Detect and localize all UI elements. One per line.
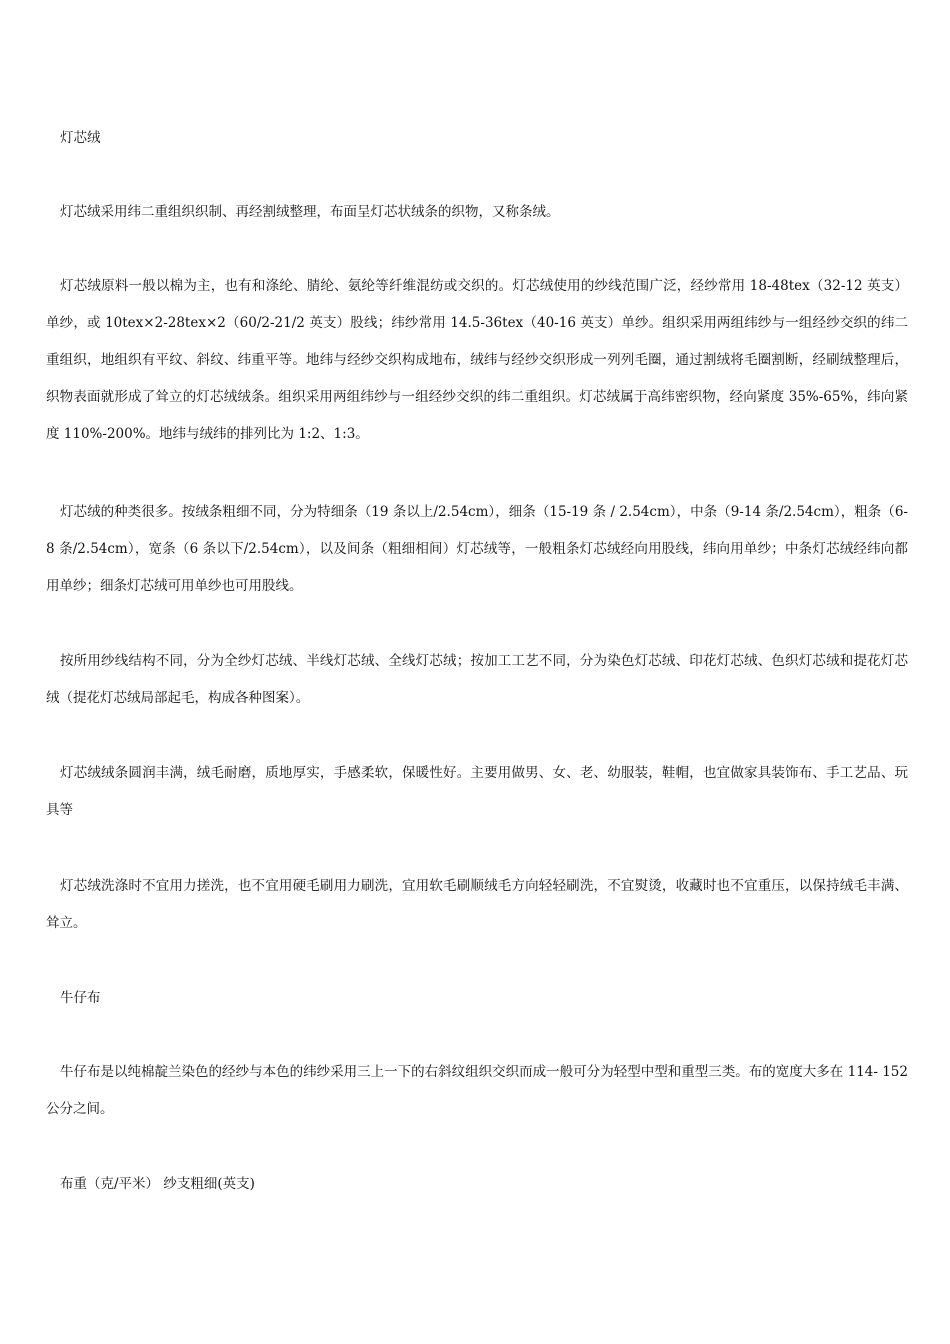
paragraph-corduroy-properties: 灯芯绒绒条圆润丰满，绒毛耐磨，质地厚实，手感柔软，保暖性好。主要用做男、女、老、幼服装，鞋帽，也宜做家具装饰布、手工艺品、玩具等 bbox=[46, 765, 908, 818]
paragraph-corduroy-yarn-structure: 按所用纱线结构不同，分为全纱灯芯绒、半线灯芯绒、全线灯芯绒；按加工工艺不同，分为染色灯芯绒、印花灯芯绒、色织灯芯绒和提花灯芯绒（提花灯芯绒局部起毛，构成各种图案）。 bbox=[46, 653, 908, 706]
paragraph-corduroy-definition: 灯芯绒采用纬二重组织织制、再经割绒整理，布面呈灯芯状绒条的织物，又称条绒。 bbox=[60, 204, 560, 220]
paragraph-corduroy-types: 灯芯绒的种类很多。按绒条粗细不同，分为特细条（19 条以上/2.54cm），细条（15-19 条 / 2.54cm），中条（9-14 条/2.54cm），粗条（6-8 条/2.54cm），宽条（6 条以下/2.54cm），以及间条（粗细相间）灯芯绒等，一般粗条灯芯绒经向用股线，纬向用单纱；中条灯芯绒经纬向都用单纱；细条灯芯绒可用单纱也可用股线。 bbox=[46, 504, 908, 594]
paragraph-denim-definition: 牛仔布是以纯棉靛兰染色的经纱与本色的纬纱采用三上一下的右斜纹组织交织而成一般可分为轻型中型和重型三类。布的宽度大多在 114- 152 公分之间。 bbox=[46, 1064, 908, 1117]
section-heading-denim: 牛仔布 bbox=[60, 990, 101, 1006]
section-heading-corduroy: 灯芯绒 bbox=[60, 130, 101, 146]
paragraph-denim-table-header: 布重（克/平米） 纱支粗细(英支) bbox=[60, 1176, 255, 1192]
paragraph-corduroy-care: 灯芯绒洗涤时不宜用力搓洗，也不宜用硬毛刷用力刷洗，宜用软毛刷顺绒毛方向轻轻刷洗，不宜熨烫，收藏时也不宜重压，以保持绒毛丰满、耸立。 bbox=[46, 878, 908, 931]
paragraph-corduroy-materials: 灯芯绒原料一般以棉为主，也有和涤纶、腈纶、氨纶等纤维混纺或交织的。灯芯绒使用的纱线范围广泛，经纱常用 18-48tex（32-12 英支）单纱，或 10tex×2-28tex×2（60/2-21/2 英支）股线；纬纱常用 14.5-36tex（40-16 英支）单纱。组织采用两组纬纱与一组经纱交织的纬二重组织，地组织有平纹、斜纹、纬重平等。地纬与经纱交织构成地布，绒纬与经纱交织形成一列列毛圈，通过割绒将毛圈割断，经刷绒整理后，织物表面就形成了耸立的灯芯绒绒条。组织采用两组纬纱与一组经纱交织的纬二重组织。灯芯绒属于高纬密织物，经向紧度 35%-65%，纬向紧度 110%-200%。地纬与绒纬的排列比为 1:2、1:3。 bbox=[46, 278, 908, 442]
